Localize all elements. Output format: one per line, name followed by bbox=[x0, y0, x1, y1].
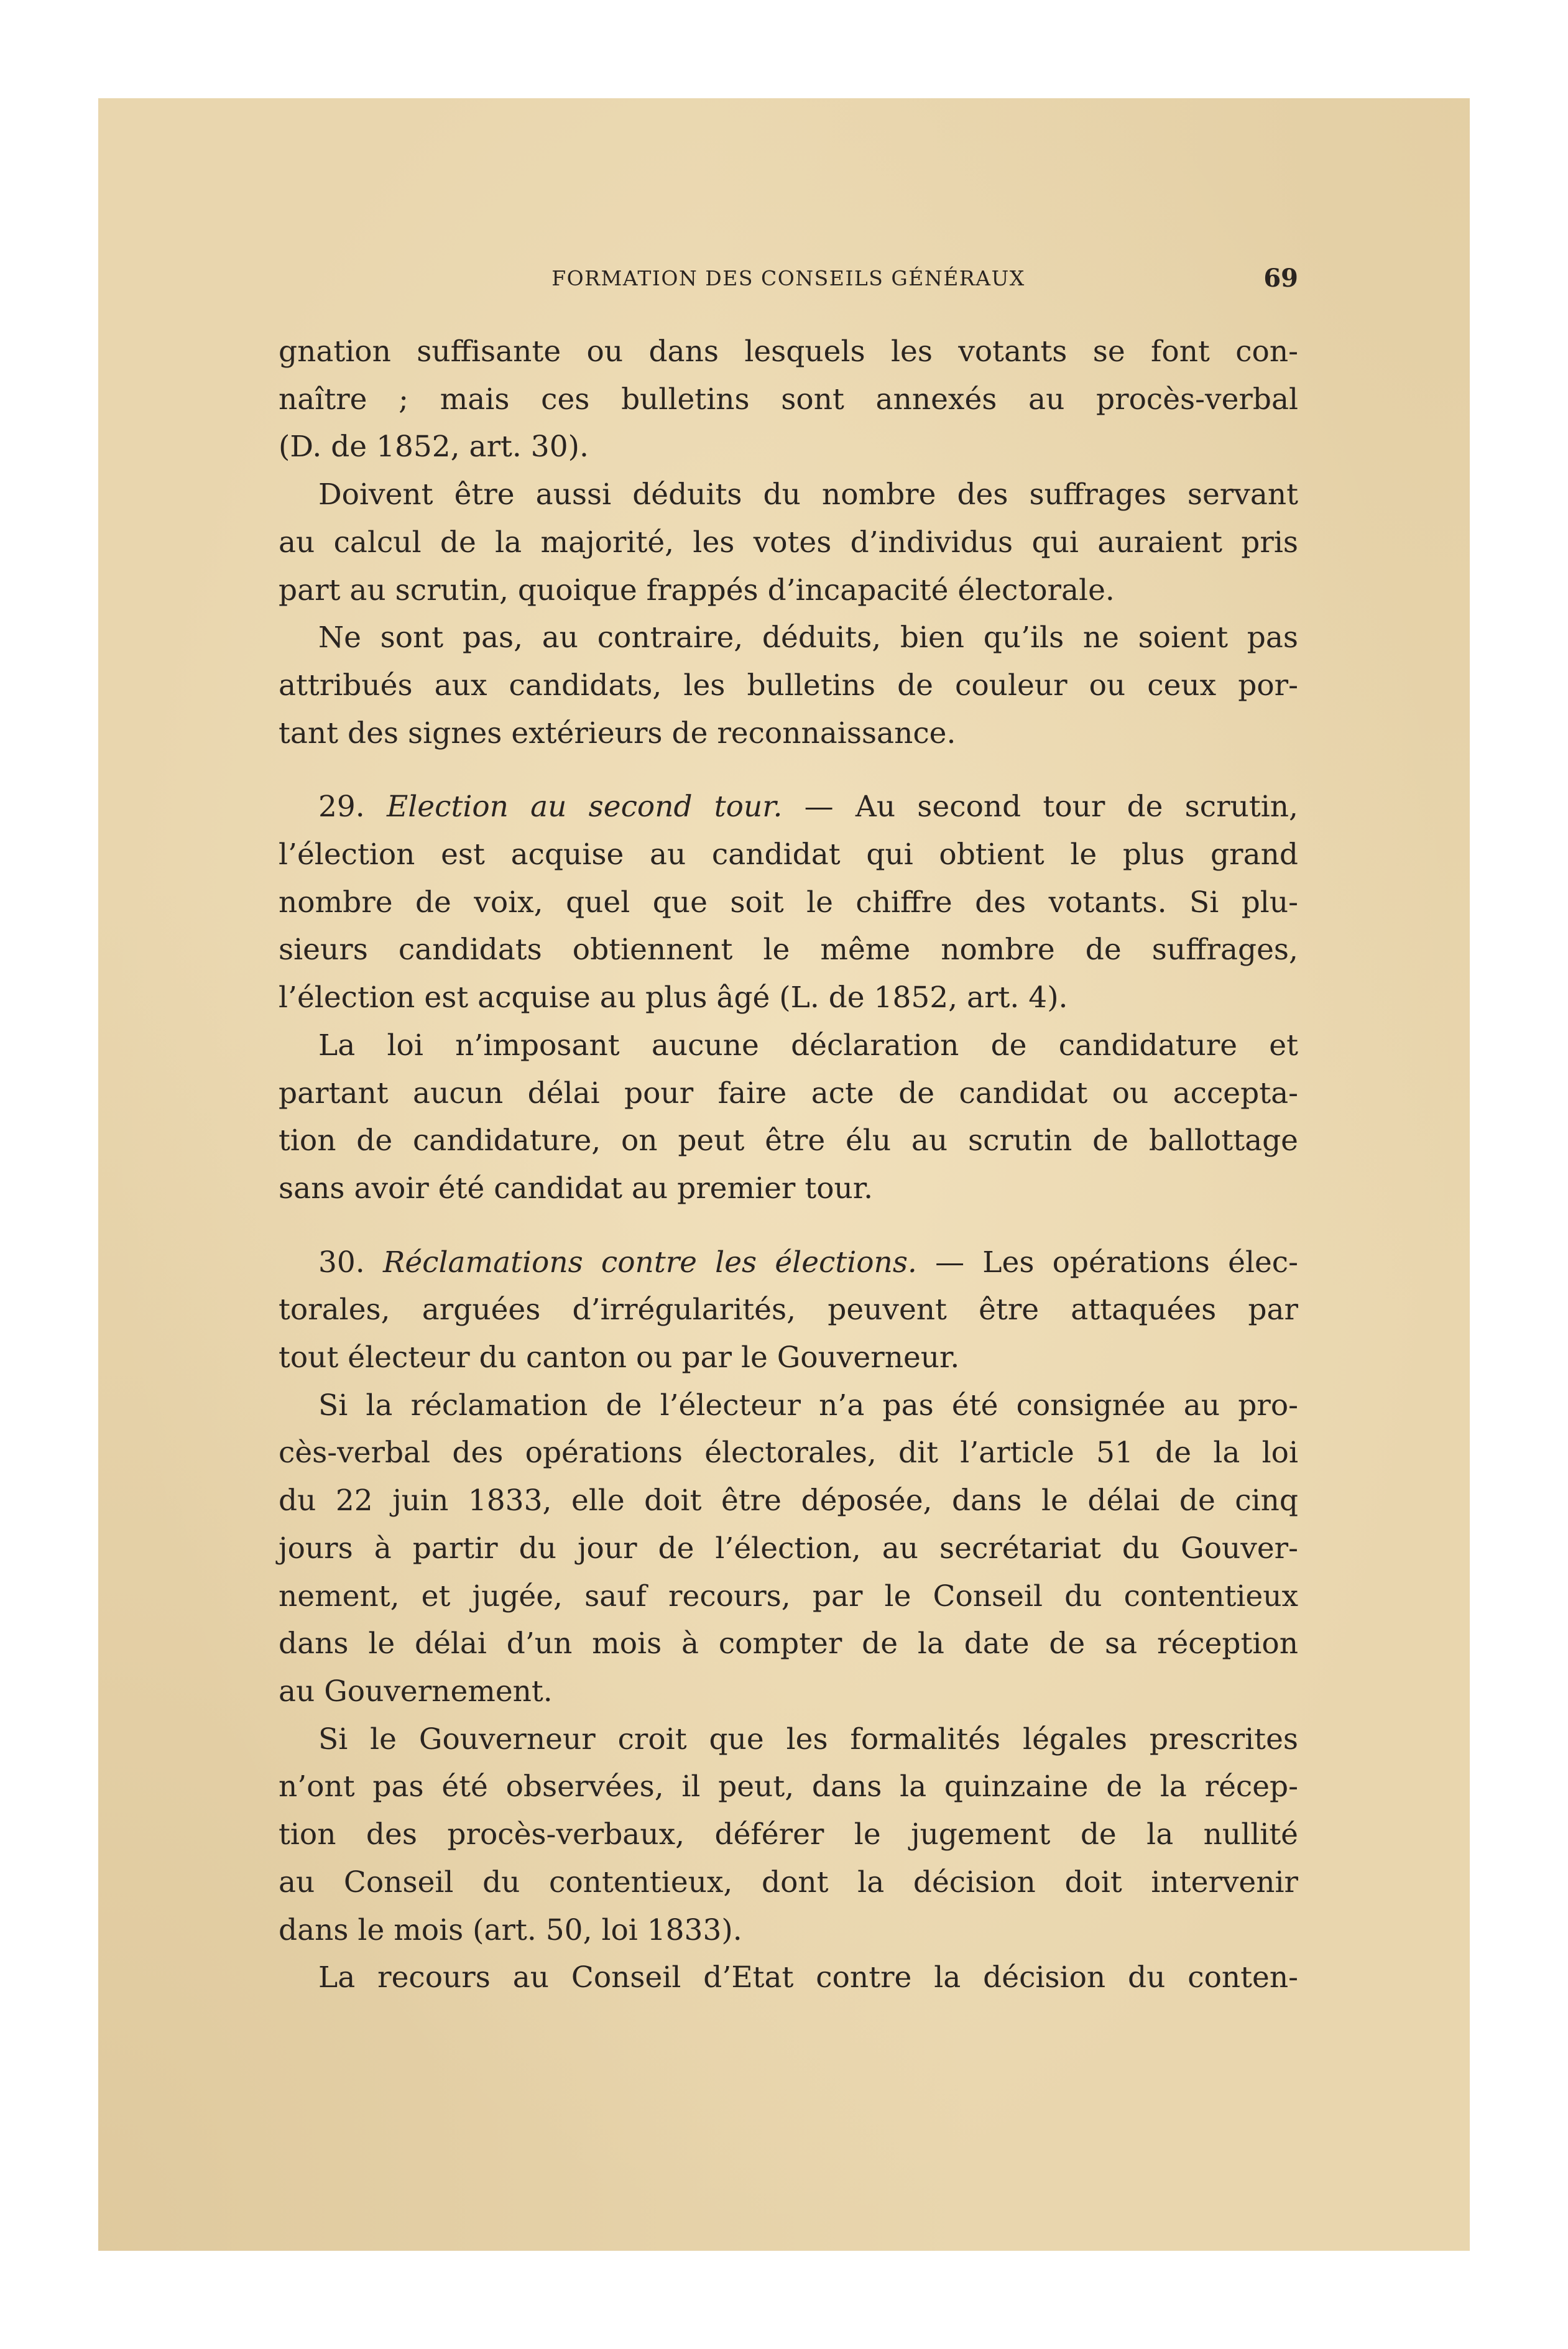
text-line: La loi n’imposant aucune déclaration de candidature et bbox=[318, 1028, 1298, 1063]
paragraph bbox=[279, 328, 1298, 471]
section-29 bbox=[279, 783, 1298, 1022]
section-title: Election au second tour. bbox=[386, 790, 783, 824]
text-line: au Gouvernement. bbox=[279, 1674, 553, 1709]
paragraph bbox=[279, 1022, 1298, 1213]
text-line: l’élection est acquise au candidat qui obtient le plus grand bbox=[279, 838, 1298, 872]
section-number: 29. bbox=[318, 790, 365, 824]
book-page bbox=[98, 98, 1470, 2251]
text-line: au calcul de la majorité, les votes d’individus qui auraient pris bbox=[279, 525, 1298, 560]
paragraph bbox=[279, 471, 1298, 614]
section-gap bbox=[279, 1213, 1298, 1239]
text-line: Doivent être aussi déduits du nombre des suffrages servant bbox=[318, 478, 1298, 512]
text-line: dans le mois (art. 50, loi 1833). bbox=[279, 1913, 742, 1947]
text-line: gnation suffisante ou dans lesquels les votants se font con- bbox=[279, 335, 1298, 369]
section-30 bbox=[279, 1239, 1298, 1382]
text-block bbox=[279, 260, 1298, 2002]
text-line: La recours au Conseil d’Etat contre la décision du conten- bbox=[318, 1960, 1298, 1995]
text-line: sieurs candidats obtiennent le même nombre de suffrages, bbox=[279, 933, 1298, 967]
text-fragment: — Au second tour de scrutin, bbox=[782, 790, 1298, 824]
text-line: partant aucun délai pour faire acte de candidat ou accepta- bbox=[279, 1076, 1298, 1110]
text-line: naître ; mais ces bulletins sont annexés au procès-verbal bbox=[279, 382, 1298, 417]
text-line: part au scrutin, quoique frappés d’incapacité électorale. bbox=[279, 573, 1115, 607]
text-line: n’ont pas été observées, il peut, dans la quinzaine de la récep- bbox=[279, 1770, 1298, 1804]
text-line: Ne sont pas, au contraire, déduits, bien qu’ils ne soient pas bbox=[318, 621, 1298, 655]
text-line: dans le délai d’un mois à compter de la date de sa réception bbox=[279, 1627, 1298, 1661]
text-line: l’élection est acquise au plus âgé (L. de 1852, art. 4). bbox=[279, 981, 1068, 1015]
text-line: tout électeur du canton ou par le Gouverneur. bbox=[279, 1341, 960, 1375]
text-line: (D. de 1852, art. 30). bbox=[279, 430, 589, 464]
text-line: tant des signes extérieurs de reconnaissance. bbox=[279, 716, 956, 750]
text-line: nement, et jugée, sauf recours, par le Conseil du contentieux bbox=[279, 1579, 1298, 1613]
text-line: torales, arguées d’irrégularités, peuvent être attaquées par bbox=[279, 1293, 1298, 1327]
text-line: sans avoir été candidat au premier tour. bbox=[279, 1171, 874, 1206]
text-fragment: — Les opérations élec- bbox=[916, 1245, 1298, 1280]
section-heading-line bbox=[279, 1239, 1298, 1287]
text-line: du 22 juin 1833, elle doit être déposée, dans le délai de cinq bbox=[279, 1484, 1298, 1518]
text-line: au Conseil du contentieux, dont la décision doit intervenir bbox=[279, 1865, 1298, 1899]
text-line: attribués aux candidats, les bulletins de couleur ou ceux por- bbox=[279, 668, 1298, 703]
text-line: jours à partir du jour de l’élection, au secrétariat du Gouver- bbox=[279, 1531, 1298, 1566]
text-line: tion des procès-verbaux, déférer le jugement de la nullité bbox=[279, 1817, 1298, 1852]
text-line: Si la réclamation de l’électeur n’a pas été consignée au pro- bbox=[318, 1388, 1298, 1423]
paragraph bbox=[279, 614, 1298, 757]
section-title: Réclamations contre les élections. bbox=[382, 1245, 917, 1280]
paragraph bbox=[279, 1954, 1298, 2002]
section-heading-line bbox=[279, 783, 1298, 831]
text-line: cès-verbal des opérations électorales, dit l’article 51 de la loi bbox=[279, 1436, 1298, 1470]
section-gap bbox=[279, 757, 1298, 783]
text-line: nombre de voix, quel que soit le chiffre des votants. Si plu- bbox=[279, 885, 1298, 920]
page-number: 69 bbox=[1263, 264, 1298, 293]
text-line: Si le Gouverneur croit que les formalités légales prescrites bbox=[318, 1722, 1298, 1756]
running-head bbox=[279, 260, 1298, 297]
text-line: tion de candidature, on peut être élu au scrutin de ballottage bbox=[279, 1124, 1298, 1158]
paragraph bbox=[279, 1382, 1298, 1716]
running-title: FORMATION DES CONSEILS GÉNÉRAUX bbox=[551, 266, 1025, 290]
paragraph bbox=[279, 1716, 1298, 1955]
section-number: 30. bbox=[318, 1245, 365, 1280]
